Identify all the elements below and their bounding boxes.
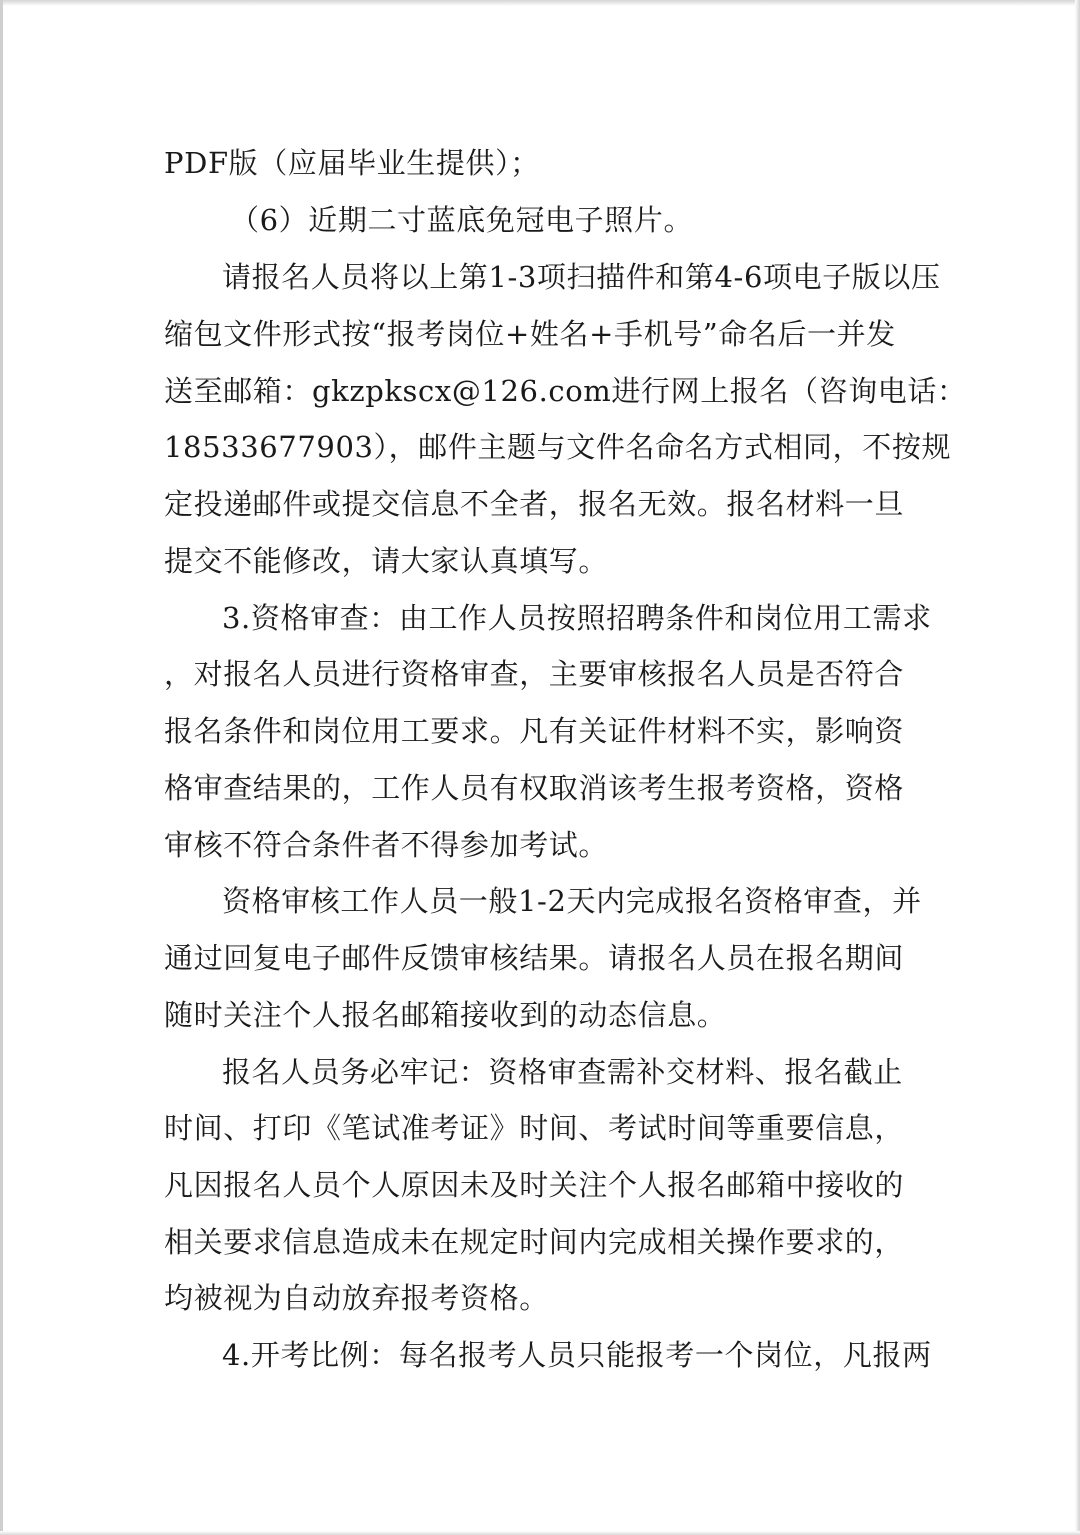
text-line-19: 凡因报名人员个人原因未及时关注个人报名邮箱中接收的 <box>164 1168 905 1202</box>
text-line-9: 3.资格审查：由工作人员按照招聘条件和岗位用工需求 <box>222 601 932 635</box>
text-line-1: PDF版（应届毕业生提供）； <box>164 146 540 180</box>
text-line-11: 报名条件和岗位用工要求。凡有关证件材料不实，影响资 <box>164 714 905 748</box>
text-line-8: 提交不能修改，请大家认真填写。 <box>164 544 609 578</box>
page-bottom-edge <box>0 1531 1080 1535</box>
text-line-12: 格审查结果的，工作人员有权取消该考生报考资格，资格 <box>164 771 905 805</box>
text-line-2: （6）近期二寸蓝底免冠电子照片。 <box>230 203 694 237</box>
text-line-15: 通过回复电子邮件反馈审核结果。请报名人员在报名期间 <box>164 941 905 975</box>
text-line-21: 均被视为自动放弃报考资格。 <box>164 1281 549 1315</box>
text-line-4: 缩包文件形式按“报考岗位+姓名+手机号”命名后一并发 <box>164 317 896 351</box>
text-line-20: 相关要求信息造成未在规定时间内完成相关操作要求的， <box>164 1225 905 1259</box>
page-top-edge <box>0 0 1080 6</box>
text-line-6: 18533677903），邮件主题与文件名命名方式相同，不按规 <box>164 430 952 464</box>
text-line-10: ，对报名人员进行资格审查，主要审核报名人员是否符合 <box>164 657 905 691</box>
text-line-22: 4.开考比例：每名报考人员只能报考一个岗位，凡报两 <box>222 1338 932 1372</box>
text-line-7: 定投递邮件或提交信息不全者，报名无效。报名材料一旦 <box>164 487 905 521</box>
text-line-3: 请报名人员将以上第1-3项扫描件和第4-6项电子版以压 <box>222 260 941 294</box>
text-line-18: 时间、打印《笔试准考证》时间、考试时间等重要信息， <box>164 1111 905 1145</box>
text-line-5: 送至邮箱：gkzpkscx@126.com进行网上报名（咨询电话： <box>164 374 967 408</box>
text-line-17: 报名人员务必牢记：资格审查需补交材料、报名截止 <box>222 1055 903 1089</box>
text-line-16: 随时关注个人报名邮箱接收到的动态信息。 <box>164 998 727 1032</box>
page-left-edge <box>0 0 3 1535</box>
text-line-13: 审核不符合条件者不得参加考试。 <box>164 828 609 862</box>
page-right-edge <box>1075 0 1080 1535</box>
text-line-14: 资格审核工作人员一般1-2天内完成报名资格审查，并 <box>222 884 922 918</box>
